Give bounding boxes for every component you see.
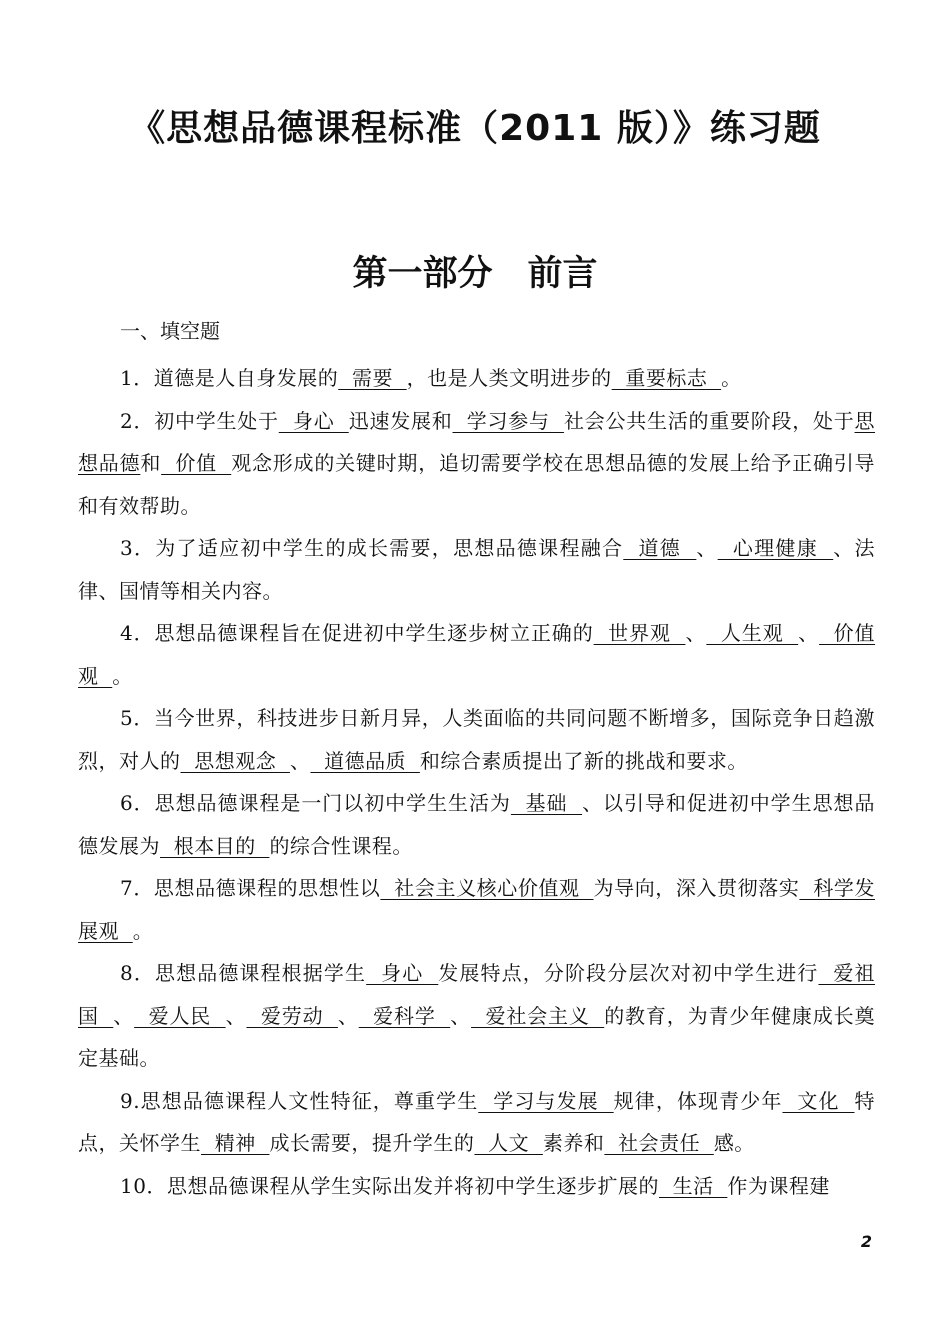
question-text: 、法律、国情等相关内容。 — [78, 536, 876, 603]
answer-blank: 学习与发展 — [478, 1088, 614, 1113]
question-item — [78, 400, 875, 528]
question-text: 感。 — [713, 1131, 755, 1155]
question-item — [78, 782, 875, 867]
question-text: 社会公共生活的重要阶段，处于 — [563, 408, 855, 433]
answer-blank: 人文 — [474, 1131, 543, 1155]
question-text: ，也是人类文明进步的 — [406, 366, 612, 390]
section-heading: 一、填空题 — [120, 319, 220, 343]
answer-blank: 科学发展观 — [78, 876, 875, 943]
question-text: 和综合素质提出了新的挑战和要求。 — [419, 748, 748, 773]
question-text: 。 — [132, 918, 154, 943]
question-text: 、以引导和促进初中学生思想品德发展为 — [78, 791, 875, 858]
question-text: 、 — [798, 621, 820, 645]
question-text: 。 — [721, 366, 742, 390]
question-text: 9.思想品德课程人文性特征，尊重学生 — [120, 1088, 479, 1113]
question-text: 3．为了适应初中学生的成长需要，思想品德课程融合 — [120, 536, 624, 560]
answer-blank: 爱科学 — [358, 1003, 451, 1028]
question-text: 、 — [225, 1003, 247, 1028]
question-item — [78, 357, 875, 400]
answer-blank: 基础 — [510, 791, 583, 815]
answer-blank: 生活 — [658, 1173, 728, 1198]
answer-blank: 需要 — [338, 366, 407, 390]
question-item — [78, 1080, 875, 1165]
answer-blank: 身心 — [278, 408, 349, 433]
question-text: 素养和 — [542, 1131, 605, 1155]
question-text: 。 — [112, 663, 133, 688]
part-title: 第一部分 前言 — [352, 254, 598, 294]
answer-blank: 心理健康 — [717, 536, 834, 560]
question-text: 、 — [685, 621, 707, 645]
answer-blank: 思想观念 — [180, 748, 290, 773]
answer-blank: 文化 — [782, 1088, 855, 1113]
answer-blank: 思想品德 — [78, 408, 876, 475]
question-text: 2．初中学生处于 — [120, 408, 279, 433]
question-item — [78, 697, 875, 782]
question-item — [78, 527, 875, 612]
question-text: 8．思想品德课程根据学生 — [120, 961, 367, 985]
question-text: 成长需要，提升学生的 — [269, 1131, 475, 1155]
answer-blank: 根本目的 — [160, 833, 270, 858]
question-text: 、 — [696, 536, 718, 560]
answer-blank: 重要标志 — [611, 366, 722, 390]
question-text: 7．思想品德课程的思想性以 — [120, 876, 381, 900]
question-text: 4．思想品德课程旨在促进初中学生逐步树立正确的 — [120, 621, 594, 645]
question-text: 观念形成的关键时期，追切需要学校在思想品德的发展上给予正确引导和有效帮助。 — [78, 451, 876, 518]
document-title: 《思想品德课程标准（2011 版）》练习题 — [129, 108, 821, 149]
answer-blank: 爱劳动 — [246, 1003, 338, 1028]
question-text: 、 — [113, 1003, 135, 1028]
question-list — [78, 357, 875, 1207]
question-text: 的教育，为青少年健康成长奠定基础。 — [78, 1003, 875, 1070]
question-text: 为导向，深入贯彻落实 — [593, 876, 800, 900]
question-text: 作为课程建 — [727, 1173, 830, 1198]
question-text: 、 — [337, 1003, 359, 1028]
question-text: 迅速发展和 — [348, 408, 453, 433]
page-number: 2 — [860, 1232, 872, 1251]
answer-blank: 道德品质 — [310, 748, 420, 773]
question-text: 5．当今世界，科技进步日新月异，人类面临的共同问题不断增多，国际竞争日趋激烈，对人的 — [78, 706, 875, 773]
answer-blank: 爱社会主义 — [471, 1003, 605, 1028]
question-item — [78, 867, 875, 952]
answer-blank: 爱人民 — [134, 1003, 226, 1028]
answer-blank: 社会责任 — [604, 1131, 714, 1155]
question-text: 发展特点，分阶段分层次对初中学生进行 — [438, 961, 819, 985]
question-item — [78, 952, 875, 1080]
answer-blank: 学习参与 — [452, 408, 564, 433]
answer-blank: 爱祖国 — [78, 961, 876, 1028]
question-text: 特点，关怀学生 — [78, 1088, 875, 1155]
answer-blank: 精神 — [201, 1131, 270, 1155]
question-item — [78, 1165, 875, 1208]
answer-blank: 身心 — [366, 961, 439, 985]
question-item — [78, 612, 875, 697]
answer-blank: 道德 — [623, 536, 697, 560]
answer-blank: 人生观 — [706, 621, 799, 645]
answer-blank: 世界观 — [593, 621, 686, 645]
question-text: 、 — [450, 1003, 472, 1028]
question-text: 10．思想品德课程从学生实际出发并将初中学生逐步扩展的 — [120, 1173, 659, 1198]
question-text: 6．思想品德课程是一门以初中学生生活为 — [120, 791, 511, 815]
answer-blank: 社会主义核心价值观 — [380, 876, 594, 900]
answer-blank: 价值 — [161, 451, 232, 475]
answer-blank: 价值观 — [78, 621, 876, 688]
question-text: 、 — [289, 748, 311, 773]
question-text: 1．道德是人自身发展的 — [120, 366, 339, 390]
question-text: 规律，体现青少年 — [613, 1088, 783, 1113]
question-text: 的综合性课程。 — [269, 833, 413, 858]
question-text: 和 — [140, 451, 162, 475]
